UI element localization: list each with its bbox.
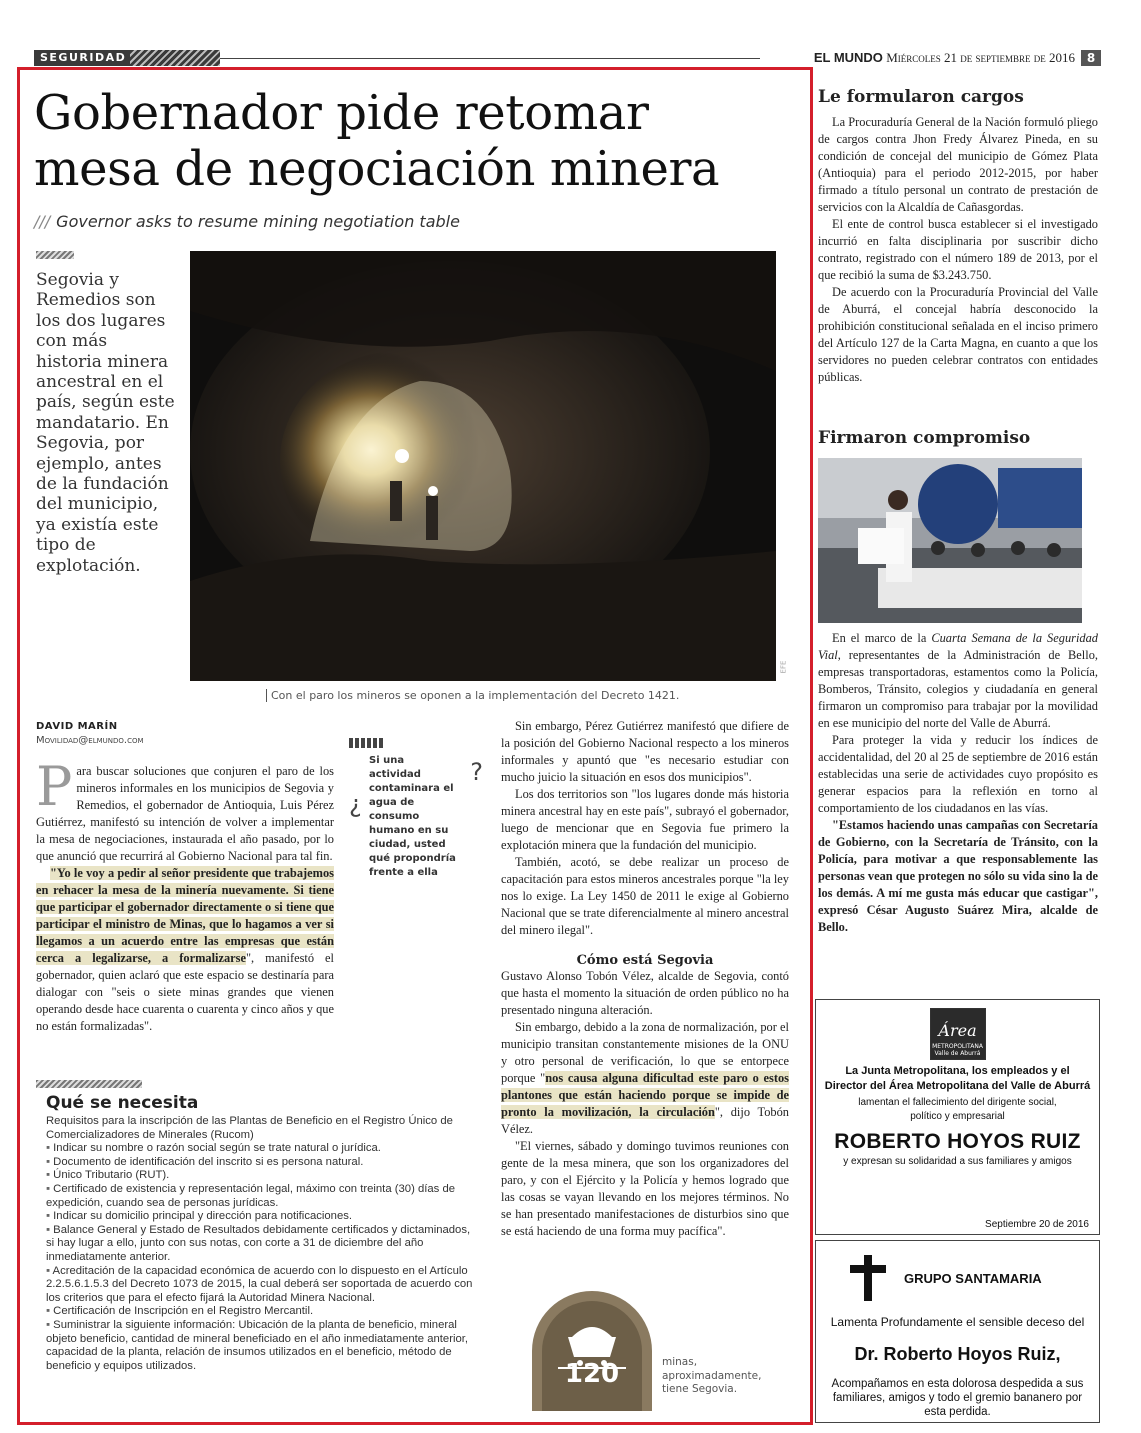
- headline-line-2: mesa de negociación minera: [34, 141, 720, 197]
- photo-credit: EFE: [779, 660, 788, 674]
- notice-line: Acompañamos en esta dolorosa despedida a sus familiares, amigos y todo el gremio bananero por esta perdida.: [831, 1378, 1084, 1418]
- paragraph-text: ", manifestó el gobernador, quien aclaró que este espacio se destinaría para dialogar con "seis o siete minas grandes que vienen operando desde hace cuarenta o cuarenta y cinco años y que no están formalizadas".: [36, 951, 334, 1033]
- page-number: 8: [1081, 50, 1101, 66]
- event-name: Cuarta Semana de la Seguridad Vial: [818, 631, 1098, 662]
- article-paragraph: [818, 630, 1098, 732]
- byline-name: DAVID MARÍN: [36, 721, 118, 732]
- requirements-intro: Requisitos para la inscripción de las Plantas de Beneficio en el Registro Único de Comercializadores de Minerales (Rucom): [46, 1115, 453, 1141]
- lead-hatch-decoration: [36, 251, 74, 259]
- cross-icon: [850, 1255, 886, 1301]
- paragraph-text: ara buscar soluciones que conjuren el paro de los mineros informales en los municipios de Segovia y Remedios, el gobernador de Antioquia, Luis Pérez Gutiérrez, manifestó su intención de volver a implementar la mesa de negociaciones, instaurada el año pasado, por lo que anunció que recurrirá al Gobierno Nacional para tal fin.: [36, 764, 334, 863]
- question-open-mark: ¿: [349, 790, 362, 818]
- mines-stat-graphic: [528, 1287, 656, 1415]
- logo-word: Área: [938, 1021, 977, 1040]
- stat-caption-line: minas,: [662, 1356, 698, 1368]
- subheadline: [34, 212, 460, 231]
- notice-line: [816, 1064, 1099, 1094]
- article-paragraph: [36, 755, 334, 865]
- obituary-notice-area-metropolitana: [815, 999, 1100, 1235]
- notice-text: político y empresarial: [910, 1111, 1005, 1122]
- subheadline-slashes: ///: [34, 212, 51, 231]
- list-item: ▪ Indicar su nombre o razón social según se trate natural o jurídica.: [46, 1142, 476, 1156]
- notice-date: Septiembre 20 de 2016: [985, 1219, 1089, 1230]
- reader-question-box: [345, 738, 491, 880]
- list-item: ▪ Certificación de Inscripción en el Registro Mercantil.: [46, 1305, 476, 1319]
- lead-paragraph: Segovia y Remedios son los dos lugares con más historia minera ancestral en el país, según este mandatario. En Segovia, por ejemplo, antes de la fundación del municipio, ya existía este tipo de explotación.: [36, 270, 175, 576]
- article-paragraph: Para proteger la vida y reducir los índices de accidentalidad, del 20 al 25 de septiembre de 2016 están establecidas una serie de actividades cuyo propósito es generar espacios para la reflexión en torno al comportamiento de los ciudadanos en las vías.: [818, 733, 1098, 815]
- logo-sub-line: METROPOLITANA: [932, 1043, 983, 1050]
- mine-cart-icon: [528, 1287, 656, 1415]
- list-item: ▪ Balance General y Estado de Resultados debidamente certificados y dictaminados, si hay lugar a ello, junto con sus notas, con corte a 31 de diciembre del año inmediatamente anterior.: [46, 1224, 476, 1265]
- compromiso-heading: Firmaron compromiso: [818, 428, 1031, 448]
- article-paragraph: Sin embargo, Pérez Gutiérrez manifestó que difiere de la posición del Gobierno Nacional respecto a los mineros informales y apuntó que "es necesario estudiar con mucho juicio la situación en esos dos municipios".: [501, 719, 789, 784]
- stat-number: 120: [564, 1359, 620, 1389]
- notice-line: Lamenta Profundamente el sensible deceso del: [830, 1315, 1085, 1329]
- deceased-name: Dr. Roberto Hoyos Ruiz,: [854, 1344, 1061, 1364]
- question-close-mark: ?: [470, 758, 483, 786]
- group-name: GRUPO SANTAMARIA: [904, 1271, 1042, 1286]
- question-bars-decoration: [349, 738, 385, 748]
- paper-name: EL MUNDO: [813, 50, 883, 65]
- highlighted-quote: "Yo le voy a pedir al señor presidente que trabajemos en rehacer la mesa de la minería nuevamente. Si tiene que participar el gobernador directamente o si tiene que participar el ministro de Minas, que lo hagamos a ver si llegamos a un acuerdo entre las empresas que están cerca a legalizarse, a formalizarse: [36, 866, 334, 965]
- requirements-title: Qué se necesita: [46, 1093, 199, 1113]
- question-text: Si una actividad contaminara el agua de consumo humano en su ciudad, usted qué propondría frente a ella: [369, 755, 456, 878]
- headline: [34, 85, 794, 197]
- list-item: ▪ Documento de identificación del inscrito si es persona natural.: [46, 1156, 476, 1170]
- list-item: ▪ Indicar su domicilio principal y dirección para notificaciones.: [46, 1210, 476, 1224]
- subheadline-text: Governor asks to resume mining negotiation table: [56, 212, 460, 231]
- article-paragraph: [501, 1019, 789, 1138]
- article-paragraph: "El viernes, sábado y domingo tuvimos reuniones con gente de la mesa minera, que son los organizadores del paro, y con el Ejército y la Policía y hemos logrado que las cosas se vayan llevando en los mejores términos. No se han presentado manifestaciones de disturbios sino que se está haciendo de una forma muy pacífica".: [501, 1139, 789, 1238]
- requirements-list: [46, 1142, 476, 1373]
- cargos-story: [818, 114, 1098, 386]
- cave-mining-photo: [190, 251, 788, 681]
- paragraph-text: ", dijo Tobón Vélez.: [501, 1105, 789, 1136]
- article-paragraph: La Procuraduría General de la Nación formuló pliego de cargos contra Jhon Fredy Álvarez Pineda, en su condición de concejal del municipio de Gómez Plata (Antioquia) para el periodo 2012-2015, por haber firmado a título personal un contrato de prestación de servicios con la Alcaldía de Cañasgordas.: [818, 115, 1098, 214]
- section-hatch-decoration: [130, 50, 220, 66]
- notice-line: [816, 1096, 1099, 1124]
- notice-text: La Junta Metropolitana, los empleados y el: [845, 1065, 1070, 1077]
- article-paragraph: [36, 865, 334, 1035]
- compromiso-story: [818, 630, 1098, 936]
- drop-cap: P: [36, 755, 73, 818]
- issue-date: Miércoles 21 de septiembre de 2016: [886, 50, 1075, 65]
- needs-hatch-decoration: [36, 1080, 142, 1088]
- paragraph-text: , representantes de la Administración de Bello, empresas transportadoras, estamentos como la Policía, Bomberos, Tránsito, colegios y ciudadanía en general firmaron un compromiso para trabajar por la movilidad en ese municipio del norte del Valle de Aburrá.: [818, 648, 1098, 730]
- deceased-name: ROBERTO HOYOS RUIZ: [834, 1130, 1081, 1153]
- cargos-heading: Le formularon cargos: [818, 87, 1024, 107]
- masthead: [814, 50, 1075, 66]
- byline-email: Movilidad@elmundo.com: [36, 735, 144, 746]
- stat-caption-line: aproximadamente,: [662, 1369, 762, 1382]
- stat-caption-line: tiene Segovia.: [662, 1383, 738, 1395]
- highlighted-quote: nos causa alguna dificultad este paro o estos plantones que están haciendo porque se impide de pronto la movilización, la circulación: [501, 1071, 789, 1119]
- notice-line: y expresan su solidaridad a sus familiares y amigos: [843, 1156, 1072, 1167]
- obituary-notice-grupo-santamaria: [815, 1240, 1100, 1423]
- logo-sub-line: Valle de Aburrá: [934, 1050, 981, 1057]
- photo-caption: Con el paro los mineros se oponen a la implementación del Decreto 1421.: [266, 689, 679, 702]
- stat-caption: [662, 1356, 761, 1397]
- top-rule: [220, 58, 760, 59]
- article-paragraph: Los dos territorios son "los lugares donde más historia minera ancestral hay en este país", subrayó el gobernador, luego de mencionar que en Segovia fue primero la explotación minera que la fundación del municipio.: [501, 787, 789, 852]
- article-paragraph: Gustavo Alonso Tobón Vélez, alcalde de Segovia, contó que hasta el momento la situación de orden público no ha presentado ninguna alteración.: [501, 969, 789, 1017]
- article-paragraph: De acuerdo con la Procuraduría Provincial del Valle de Aburrá, el concejal habría desconocido la prohibición constitucional señalada en el inciso primero del Artículo 127 de la Carta Magna, en cuanto a que los servidores no pueden celebrar contratos con entidades públicas.: [818, 285, 1098, 384]
- cave-illustration: [190, 251, 776, 681]
- event-illustration: [818, 458, 1082, 623]
- notice-text: lamentan el fallecimiento del dirigente social,: [858, 1097, 1057, 1108]
- area-metropolitana-logo: [930, 1008, 986, 1060]
- requirements-box: [46, 1093, 476, 1373]
- headline-line-1: Gobernador pide retomar: [34, 85, 649, 141]
- logo-subtitle: [931, 1043, 985, 1057]
- list-item: ▪ Suministrar la siguiente información: Ubicación de la planta de beneficio, mineral objeto beneficio, cantidad de mineral beneficiado en el año inmediatamente anterior, capacidad de la planta, relación de insumos utilizados en el beneficio, método de beneficio y equipos utilizados.: [46, 1319, 476, 1373]
- article-paragraph: El ente de control busca establecer si el investigado incurrió en falta disciplinaria por suscribir dicho contrato, registrado con el número 189 de 2013, por el que recibió la suma de $3.243.750.: [818, 217, 1098, 282]
- paragraph-text: En el marco de la: [832, 631, 932, 645]
- list-item: ▪ Acreditación de la capacidad económica de acuerdo con lo dispuesto en el Artículo 2.2.5.6.1.5.3 del Decreto 1073 de 2015, la cual deberá ser soportada de acuerdo con los criterios que para el efecto fijará la Autoridad Minera Nacional.: [46, 1265, 476, 1306]
- paragraph-text: Sin embargo, debido a la zona de normalización, por el municipio transitan constantemente misiones de la ONU y otro personal de verificación, lo que se entorpece porque ": [501, 1020, 789, 1085]
- section-label: SEGURIDAD: [40, 51, 127, 64]
- article-paragraph: También, acotó, se debe realizar un proceso de capacitación para estos mineros ancestrales porque "la ley nos lo exige. La Ley 1450 de 2011 le exige al Gobierno Nacional que se trate diferencialmente al minero ancestral del minero ilegal".: [501, 855, 789, 937]
- article-column-1: [36, 755, 334, 1035]
- article-paragraph: "Estamos haciendo unas campañas con Secretaría de Gobierno, con la Secretaría de Tránsito, con la Policía, para motivar a que responsablemente las personas vean que protegen no sólo su vida sino la de los demás. A mí me gusta más educar que castigar", expresó César Augusto Suárez Mira, alcalde de Bello.: [818, 818, 1098, 934]
- signing-event-photo: [818, 458, 1082, 623]
- list-item: ▪ Certificado de existencia y representación legal, máximo con treinta (30) días de expedición, cuando sea de personas jurídicas.: [46, 1183, 476, 1210]
- notice-text: Director del Área Metropolitana del Valle de Aburrá: [824, 1080, 1091, 1092]
- article-column-2: [501, 718, 789, 1240]
- list-item: ▪ Único Tributario (RUT).: [46, 1169, 476, 1183]
- subsection-heading: Cómo está Segovia: [576, 953, 714, 968]
